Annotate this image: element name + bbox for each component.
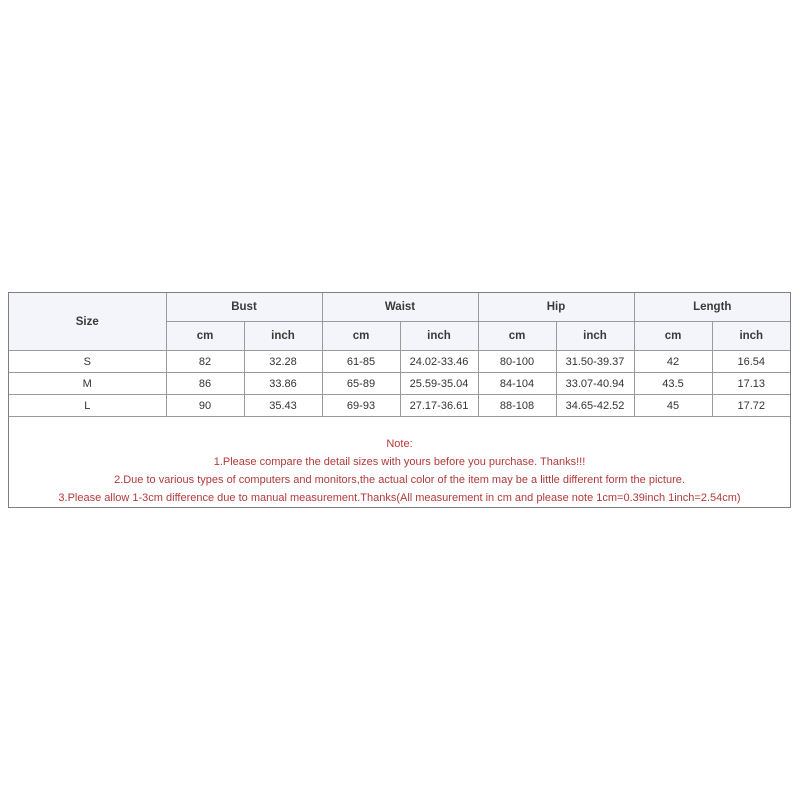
table-cell: 84-104	[478, 373, 556, 395]
table-cell: 34.65-42.52	[556, 395, 634, 417]
unit-header: inch	[556, 322, 634, 351]
table-cell: 25.59-35.04	[400, 373, 478, 395]
table-cell: 86	[166, 373, 244, 395]
size-chart	[8, 292, 791, 508]
table-cell: 17.13	[712, 373, 790, 395]
table-row	[9, 395, 790, 417]
table-row	[9, 373, 790, 395]
unit-header: inch	[244, 322, 322, 351]
table-cell: 33.86	[244, 373, 322, 395]
table-cell: 90	[166, 395, 244, 417]
unit-header: inch	[712, 322, 790, 351]
table-cell: 80-100	[478, 351, 556, 373]
table-cell: 16.54	[712, 351, 790, 373]
note-title: Note:	[386, 438, 413, 450]
unit-header: inch	[400, 322, 478, 351]
hip-header: Hip	[478, 293, 634, 322]
table-cell: 35.43	[244, 395, 322, 417]
table-row	[9, 351, 790, 373]
table-cell: 33.07-40.94	[556, 373, 634, 395]
size-cell: M	[9, 373, 166, 395]
table-cell: 24.02-33.46	[400, 351, 478, 373]
table-cell: 45	[634, 395, 712, 417]
waist-header: Waist	[322, 293, 478, 322]
unit-header: cm	[634, 322, 712, 351]
size-table	[9, 293, 790, 417]
note-line: 2.Due to various types of computers and monitors,the actual color of the item may be a little different form the picture.	[114, 474, 685, 486]
table-cell: 65-89	[322, 373, 400, 395]
size-cell: L	[9, 395, 166, 417]
unit-header: cm	[322, 322, 400, 351]
table-cell: 69-93	[322, 395, 400, 417]
table-cell: 27.17-36.61	[400, 395, 478, 417]
table-cell: 31.50-39.37	[556, 351, 634, 373]
table-cell: 17.72	[712, 395, 790, 417]
bust-header: Bust	[166, 293, 322, 322]
table-cell: 32.28	[244, 351, 322, 373]
notes-section	[9, 435, 790, 507]
table-cell: 88-108	[478, 395, 556, 417]
group-header-row	[9, 293, 790, 322]
note-line: 3.Please allow 1-3cm difference due to manual measurement.Thanks(All measurement in cm and please note 1cm=0.39inch 1inch=2.54cm)	[58, 492, 741, 504]
size-header: Size	[9, 293, 166, 351]
length-header: Length	[634, 293, 790, 322]
table-cell: 43.5	[634, 373, 712, 395]
table-cell: 42	[634, 351, 712, 373]
table-cell: 61-85	[322, 351, 400, 373]
unit-header: cm	[478, 322, 556, 351]
table-cell: 82	[166, 351, 244, 373]
unit-header: cm	[166, 322, 244, 351]
note-line: 1.Please compare the detail sizes with yours before you purchase. Thanks!!!	[213, 456, 586, 468]
size-cell: S	[9, 351, 166, 373]
